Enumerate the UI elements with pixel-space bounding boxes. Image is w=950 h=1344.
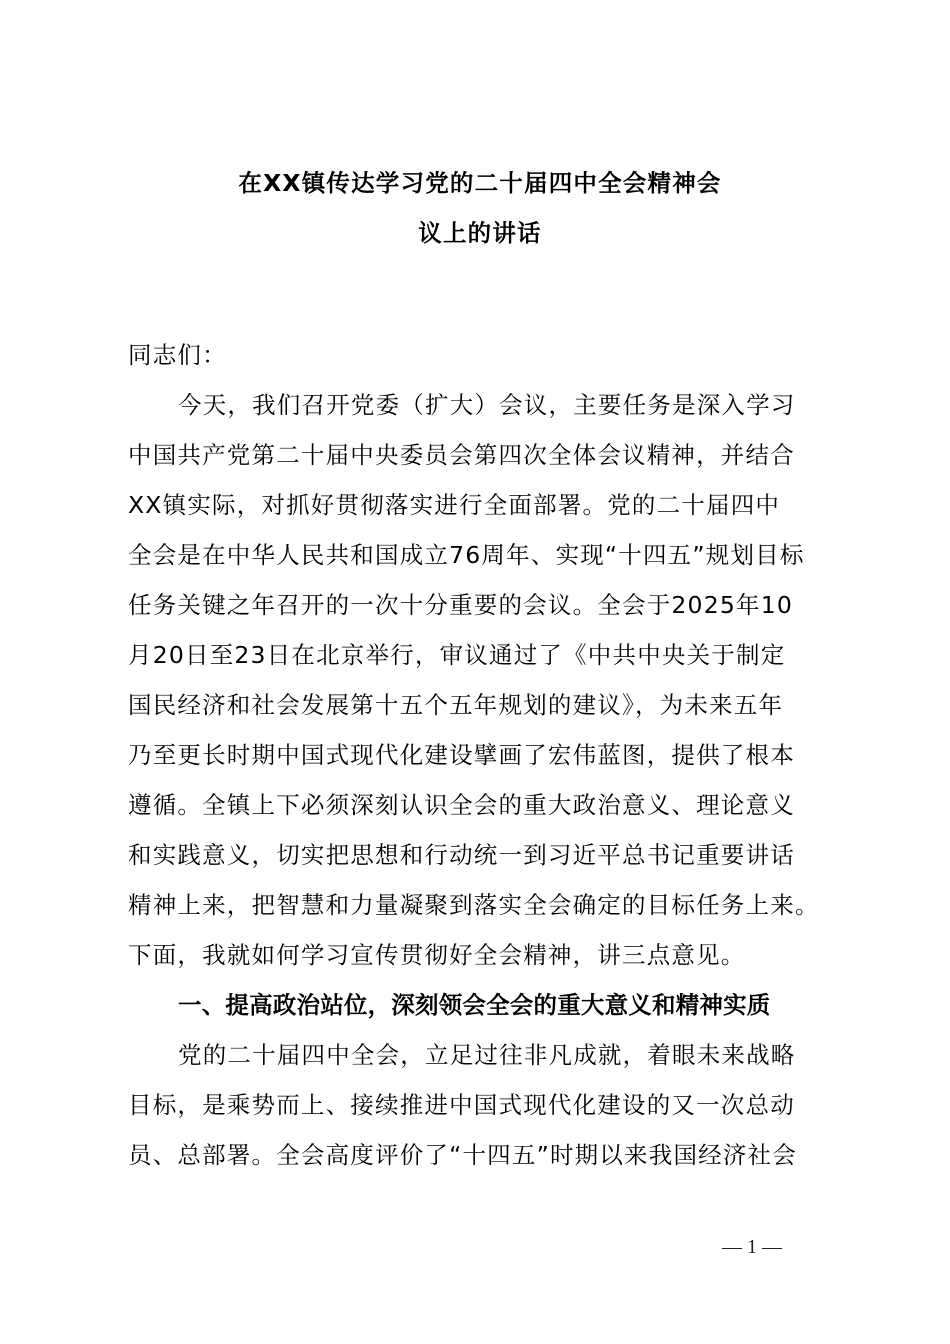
paragraph-line: 全会是在中华人民共和国成立76周年、实现“十四五”规划目标: [128, 541, 805, 569]
paragraph-line: 中国共产党第二十届中央委员会第四次全体会议精神，并结合: [128, 441, 795, 469]
paragraph-line: 员、总部署。全会高度评价了“十四五”时期以来我国经济社会: [128, 1141, 797, 1169]
paragraph-line: 遵循。全镇上下必须深刻认识全会的重大政治意义、理论意义: [128, 791, 795, 819]
document-body: [128, 330, 838, 1180]
title-line-1: 在XX镇传达学习党的二十届四中全会精神会: [238, 169, 722, 197]
paragraph-line: 和实践意义，切实把思想和行动统一到习近平总书记重要讲话: [128, 841, 795, 869]
paragraph-line: 目标，是乘势而上、接续推进中国式现代化建设的又一次总动: [128, 1091, 795, 1119]
paragraph-line: 今天，我们召开党委（扩大）会议，主要任务是深入学习: [178, 391, 796, 419]
document-title: [110, 158, 850, 258]
section-heading-1: 一、提高政治站位，深刻领会全会的重大意义和精神实质: [178, 991, 771, 1019]
paragraph-line: 精神上来，把智慧和力量凝聚到落实全会确定的目标任务上来。: [128, 891, 820, 919]
paragraph-line: 任务关键之年召开的一次十分重要的会议。全会于2025年10: [128, 591, 794, 619]
paragraph-line: 乃至更长时期中国式现代化建设擘画了宏伟蓝图，提供了根本: [128, 741, 795, 769]
paragraph-line: 党的二十届四中全会，立足过往非凡成就，着眼未来战略: [178, 1041, 796, 1069]
title-line-2: 议上的讲话: [418, 219, 542, 247]
paragraph-line: 下面，我就如何学习宣传贯彻好全会精神，讲三点意见。: [128, 941, 746, 969]
paragraph-line: 国民经济和社会发展第十五个五年规划的建议》，为未来五年: [128, 691, 784, 719]
salutation: 同志们：: [128, 341, 227, 369]
page-number: — 1 —: [722, 1236, 782, 1258]
paragraph-line: 月20日至23日在北京举行，审议通过了《中共中央关于制定: [128, 641, 786, 669]
paragraph-line: XX镇实际，对抓好贯彻落实进行全面部署。党的二十届四中: [128, 491, 781, 519]
